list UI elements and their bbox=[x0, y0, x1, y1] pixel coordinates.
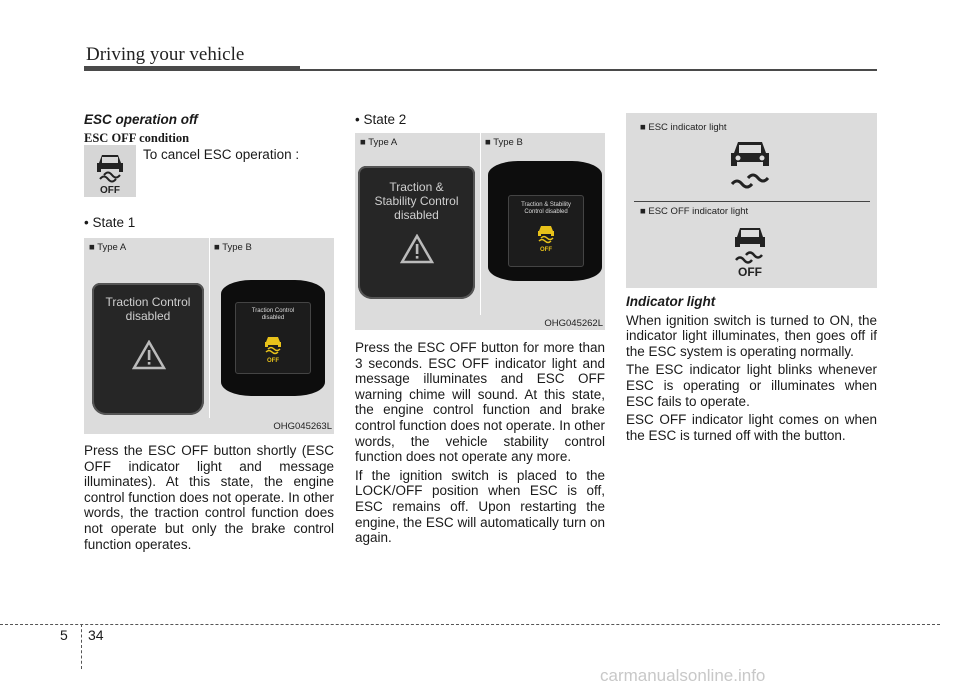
type-b-display bbox=[488, 161, 602, 281]
esc-off-indicator-label: ■ ESC OFF indicator light bbox=[640, 206, 749, 217]
panel-b-message: Traction Control disabled bbox=[251, 308, 295, 321]
state-2-label: • State 2 bbox=[355, 112, 407, 127]
footer-vertical-rule bbox=[81, 624, 82, 669]
type-a-display bbox=[92, 283, 204, 415]
esc-off-car-icon bbox=[84, 145, 136, 197]
section-number: 5 bbox=[60, 627, 68, 643]
figure-state-1 bbox=[84, 238, 334, 434]
warning-triangle-icon bbox=[400, 234, 434, 264]
svg-text:OFF: OFF bbox=[267, 358, 279, 364]
page-header-title: Driving your vehicle bbox=[86, 44, 245, 65]
indicator-light-section: Indicator light When ignition switch is turned to ON, the indicator light illuminates, then goes off if the ESC system is operating normally. The ESC indicator light blinks whenever ESC is operating or illuminates when ESC fails to operate. ESC OFF indicator light comes on when the ESC is turned off with the button. bbox=[626, 294, 877, 443]
page-number: 34 bbox=[88, 627, 104, 643]
figure-code: OHG045263L bbox=[273, 421, 332, 432]
figure-code: OHG045262L bbox=[544, 318, 603, 329]
header-rule-thick bbox=[84, 66, 300, 71]
esc-off-amber-icon bbox=[263, 335, 283, 365]
type-b-label: ■ Type B bbox=[214, 242, 252, 253]
indicator-light-title: Indicator light bbox=[626, 294, 716, 309]
watermark: carmanualsonline.info bbox=[600, 666, 766, 685]
type-a-label: ■ Type A bbox=[360, 137, 398, 148]
off-text: OFF bbox=[100, 185, 120, 196]
left-column bbox=[84, 112, 334, 146]
cancel-text: To cancel ESC operation : bbox=[143, 147, 300, 162]
panel-b-message: Traction & Stability Control disabled bbox=[521, 202, 571, 215]
panel-a-message: Traction & Stability Control disabled bbox=[374, 180, 459, 222]
type-a-display bbox=[358, 166, 475, 299]
svg-text:OFF: OFF bbox=[540, 247, 552, 253]
warning-triangle-icon bbox=[132, 340, 166, 370]
state-1-label: • State 1 bbox=[84, 215, 136, 230]
off-text: OFF bbox=[738, 265, 762, 278]
esc-off-amber-icon bbox=[536, 224, 556, 254]
indicator-lights-box bbox=[626, 113, 877, 288]
footer-rule bbox=[0, 624, 940, 625]
state-1-description: Press the ESC OFF button shortly (ESC OFF indicator light and message illuminates). At this state, the engine control function does not operate. In other words, the traction control function does not operate but only the brake control function operates. bbox=[84, 443, 334, 552]
figure-state-2 bbox=[355, 133, 605, 330]
state-2-description: Press the ESC OFF button for more than 3 seconds. ESC OFF indicator light and message illuminates and ESC OFF warning chime will sound. At this state, the engine control function and brake control function does not operate. In other words, the vehicle stability control function does not operate any more. If the ignition switch is placed to the LOCK/OFF position when ESC is off, ESC remains off. Upon restarting the engine, the ESC will automatically turn on again. bbox=[355, 340, 605, 546]
header-rule-thin bbox=[300, 69, 877, 71]
esc-off-indicator-icon bbox=[732, 226, 768, 278]
esc-off-button-icon bbox=[84, 145, 136, 197]
section-title: ESC operation off bbox=[84, 112, 198, 127]
box-divider bbox=[634, 201, 870, 202]
esc-indicator-label: ■ ESC indicator light bbox=[640, 122, 727, 133]
type-b-label: ■ Type B bbox=[485, 137, 523, 148]
type-b-display bbox=[221, 280, 325, 396]
sub-title: ESC OFF condition bbox=[84, 130, 190, 145]
panel-a-message: Traction Control disabled bbox=[105, 295, 191, 323]
type-a-label: ■ Type A bbox=[89, 242, 127, 253]
esc-indicator-icon bbox=[728, 140, 772, 190]
